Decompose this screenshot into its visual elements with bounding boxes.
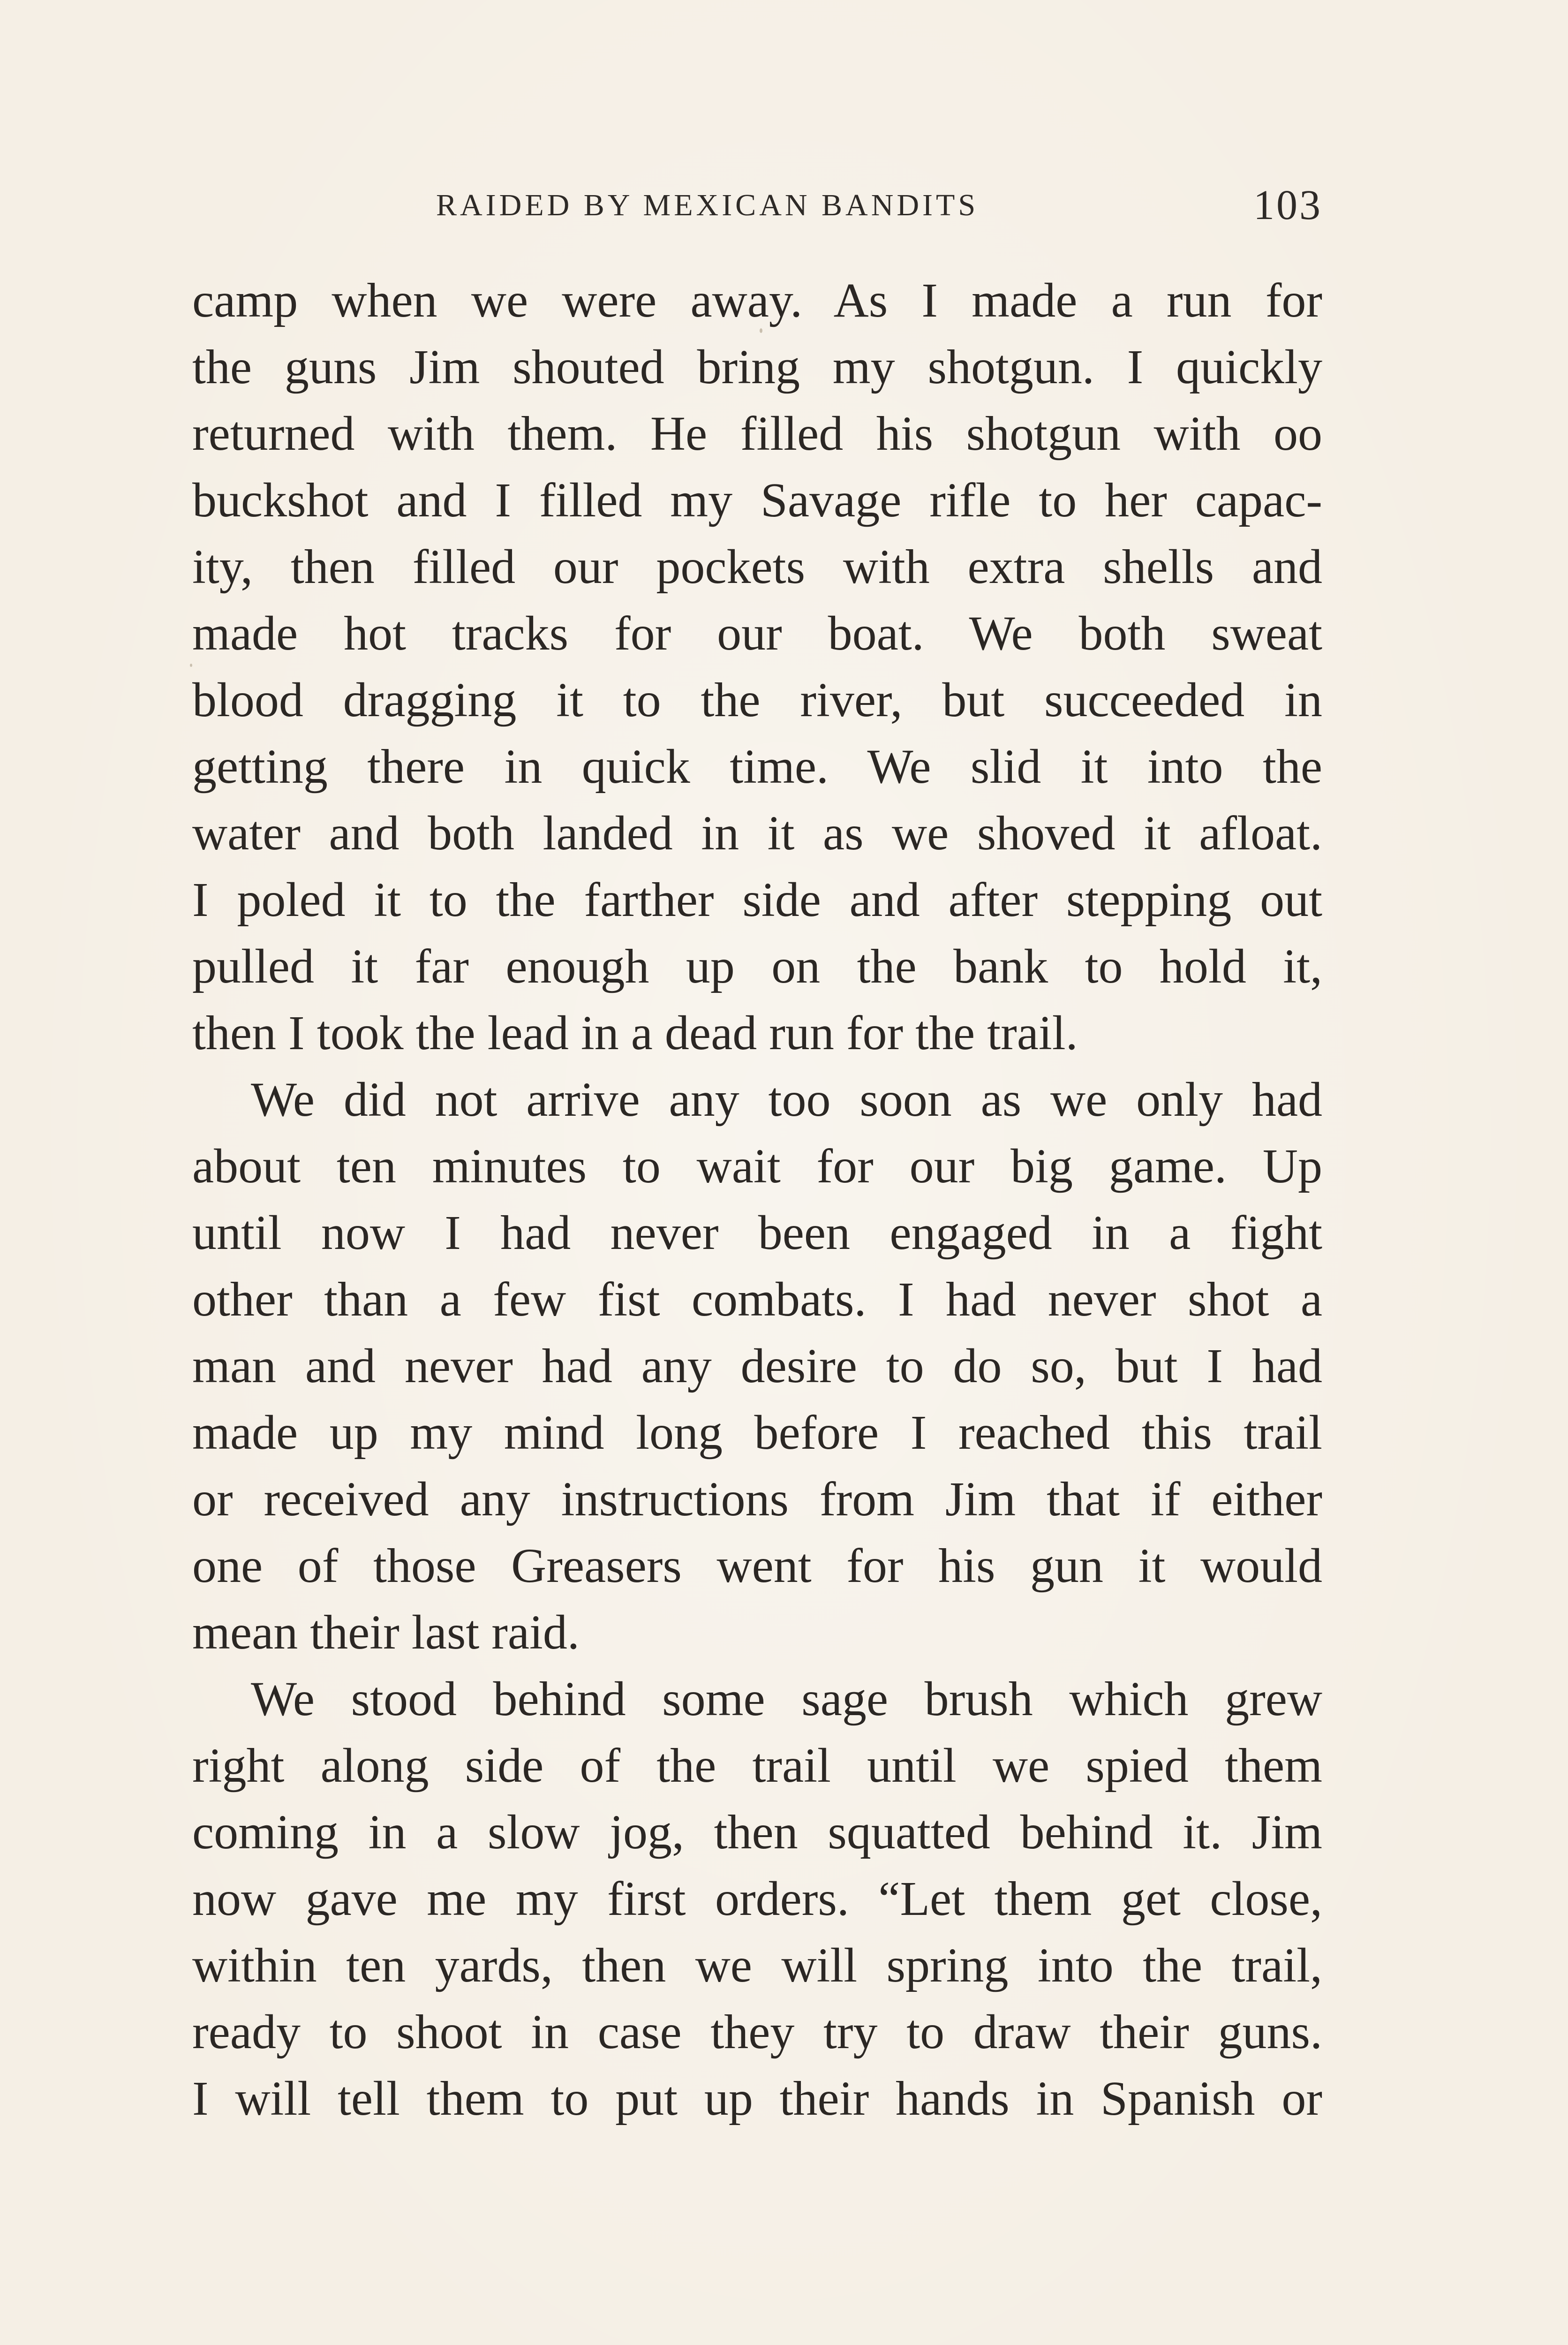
text-line: We did not arrive any too soon as we only had	[251, 1073, 1322, 1127]
text-line: within ten yards, then we will spring into the trail,	[192, 1938, 1322, 1992]
text-line: I poled it to the farther side and after stepping out	[192, 873, 1322, 927]
text-line: blood dragging it to the river, but succeeded in	[192, 673, 1322, 727]
paper-speck	[190, 664, 192, 667]
text-line: water and both landed in it as we shoved it afloat.	[192, 806, 1322, 860]
text-line: made hot tracks for our boat. We both sweat	[192, 606, 1322, 660]
paragraph-2	[192, 1067, 1322, 1666]
text-line: or received any instructions from Jim that if either	[192, 1472, 1322, 1526]
paragraph-1	[192, 267, 1322, 1067]
text-line: until now I had never been engaged in a fight	[192, 1206, 1322, 1260]
text-line: the guns Jim shouted bring my shotgun. I quickly	[192, 340, 1322, 394]
text-line: one of those Greasers went for his gun it would	[192, 1539, 1322, 1593]
text-line: pulled it far enough up on the bank to hold it,	[192, 939, 1322, 993]
text-line: ready to shoot in case they try to draw their guns.	[192, 2005, 1322, 2059]
paragraph-3	[192, 1666, 1322, 2132]
text-line: man and never had any desire to do so, but I had	[192, 1339, 1322, 1393]
running-title: RAIDED BY MEXICAN BANDITS	[436, 188, 979, 222]
text-line: camp when we were away. As I made a run for	[192, 273, 1322, 327]
page-number: 103	[1253, 182, 1322, 228]
text-line: buckshot and I filled my Savage rifle to her capac-	[192, 473, 1322, 527]
text-line: I will tell them to put up their hands in Spanish or	[192, 2072, 1322, 2126]
text-line: about ten minutes to wait for our big game. Up	[192, 1139, 1322, 1193]
text-line: coming in a slow jog, then squatted behind it. Jim	[192, 1805, 1322, 1859]
body-text	[192, 267, 1322, 2132]
text-line: getting there in quick time. We slid it into the	[192, 740, 1322, 794]
text-line: mean their last raid.	[192, 1605, 580, 1659]
text-line: made up my mind long before I reached this trail	[192, 1406, 1322, 1460]
text-line: then I took the lead in a dead run for the trail.	[192, 1006, 1078, 1060]
text-line: now gave me my first orders. “Let them get close,	[192, 1872, 1322, 1926]
text-line: We stood behind some sage brush which grew	[251, 1672, 1322, 1726]
running-header	[192, 184, 1322, 231]
text-line: ity, then filled our pockets with extra shells and	[192, 540, 1322, 594]
paper-speck	[760, 328, 762, 333]
text-line: right along side of the trail until we spied them	[192, 1739, 1322, 1793]
text-line: returned with them. He filled his shotgun with oo	[192, 407, 1322, 461]
text-line: other than a few fist combats. I had never shot a	[192, 1272, 1322, 1326]
